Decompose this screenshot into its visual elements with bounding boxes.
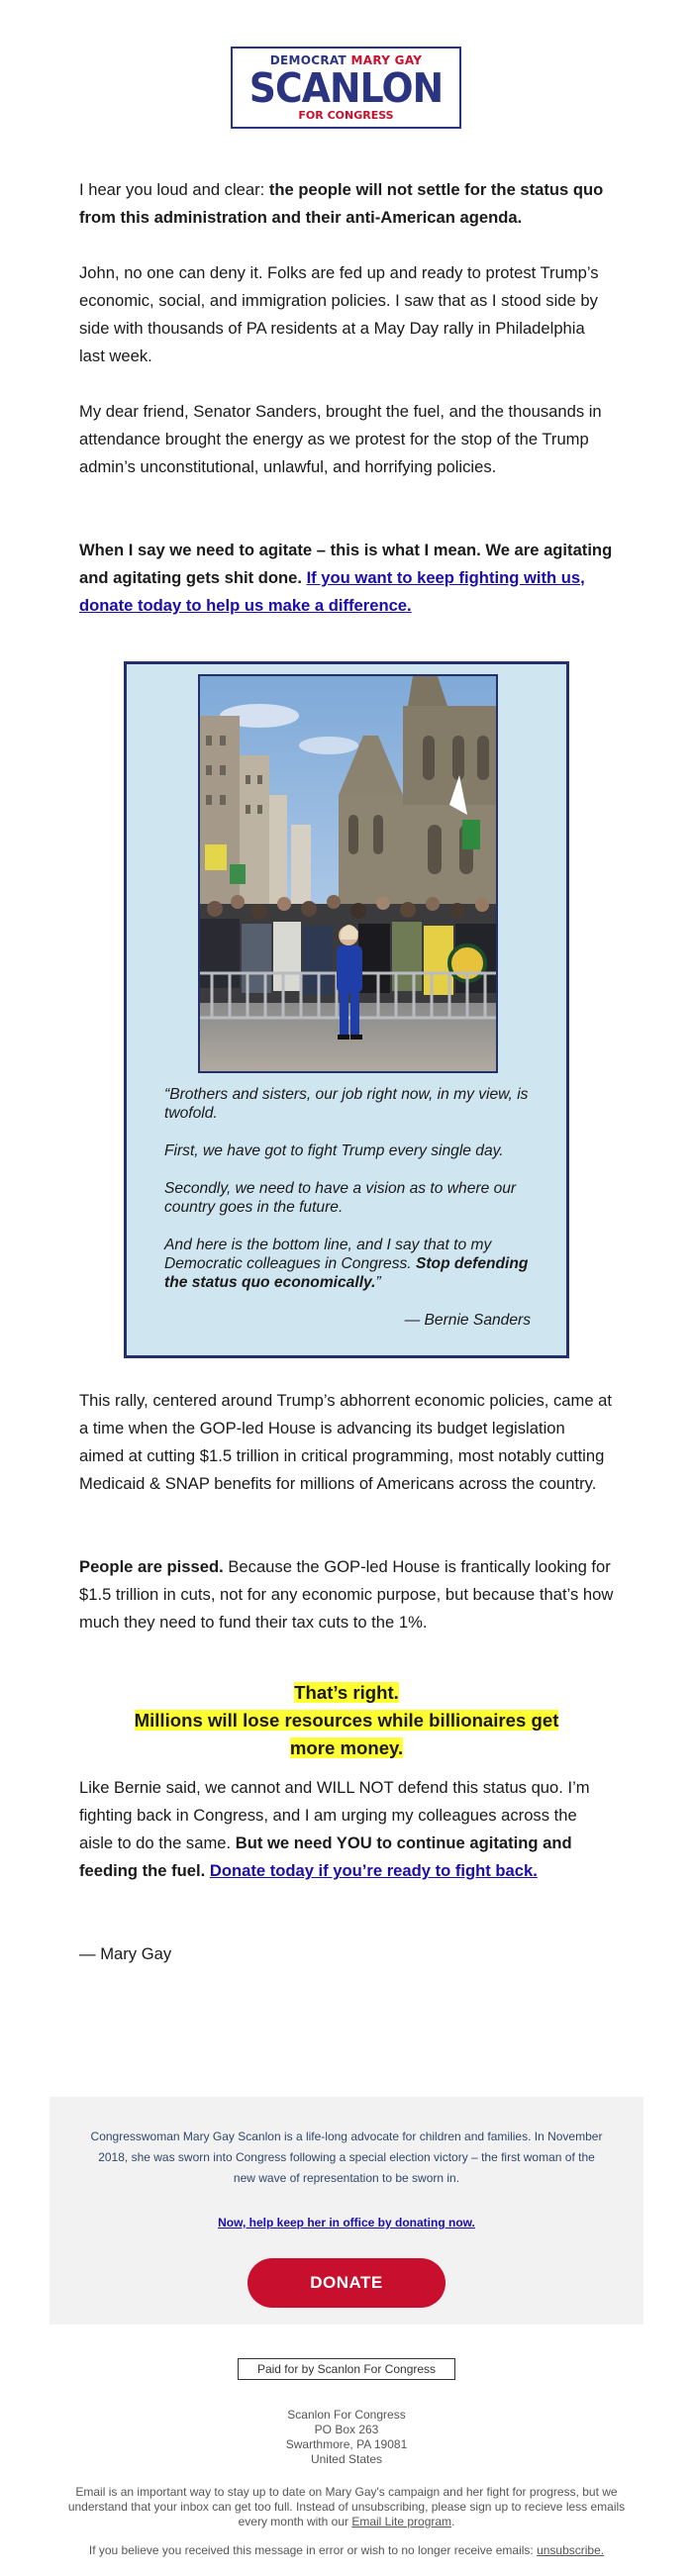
rally-photo-illustration <box>200 676 496 1071</box>
email-lite-period: . <box>451 2515 455 2528</box>
logo-for-congress: FOR CONGRESS <box>298 109 394 122</box>
paragraph-fight <box>79 1774 614 1885</box>
footer-panel <box>50 2097 644 2325</box>
footer-donate-link[interactable]: Now, help keep her in office by donating now. <box>218 2216 475 2229</box>
fight-bold: But we need YOU to continue agitating and feeding the fuel. <box>79 1833 572 1880</box>
paragraph-agitate <box>79 537 614 620</box>
quote-close-mark: ” <box>375 1274 381 1291</box>
quote-line-2: First, we have got to fight Trump every single day. <box>164 1142 504 1159</box>
pissed-text: Because the GOP-led House is frantically looking for $1.5 trillion in cuts, not for any economic purpose, but because that’s how much they need to fund their tax cuts to the 1%. <box>79 1557 614 1632</box>
highlight-line-3: more money. <box>289 1737 404 1758</box>
rally-photo <box>198 674 498 1073</box>
signoff <box>79 1940 614 1968</box>
paid-for-disclaimer: Paid for by Scanlon For Congress <box>238 2358 455 2380</box>
email-lite-link[interactable]: Email Lite program <box>351 2515 452 2528</box>
donate-button[interactable]: DONATE <box>248 2258 446 2308</box>
unsubscribe-notice <box>59 2543 634 2558</box>
logo-last-name: SCANLON <box>248 64 444 112</box>
email-lite-text: Email is an important way to stay up to date on Mary Gay's campaign and her fight for progress, but we understand that your inbox can get too full. Instead of unsubscribing, please sign up to recieve less emails every month with our <box>67 2485 626 2528</box>
quote-attribution: — Bernie Sanders <box>404 1312 531 1329</box>
footer-bio: Congresswoman Mary Gay Scanlon is a life-long advocate for children and families. In November 2018, she was sworn into Congress following a special election victory – the first woman of the new wave of representation to be sworn in. <box>90 2130 603 2185</box>
unsubscribe-text: If you believe you received this message in error or wish to no longer receive emails: <box>88 2543 538 2557</box>
rally-text: This rally, centered around Trump’s abhorrent economic policies, came at a time when the GOP-led House is advancing its budget legislation aimed at cutting $1.5 trillion in critical programming, most notably cutting Medicaid & SNAP benefits for millions of Americans across the country. <box>79 1391 613 1493</box>
quote-box <box>124 661 569 1358</box>
sanders-quote <box>164 1085 531 1330</box>
campaign-logo <box>231 47 461 129</box>
pissed-bold: People are pissed. <box>79 1557 224 1576</box>
address-name: Scanlon For Congress <box>287 2408 406 2422</box>
unsubscribe-link[interactable]: unsubscribe. <box>537 2543 605 2557</box>
quote-line-3: Secondly, we need to have a vision as to where our country goes in the future. <box>164 1180 517 1216</box>
paragraph-pissed <box>79 1553 614 1636</box>
paragraph-sanders <box>79 398 614 481</box>
paragraph-rally <box>79 1387 614 1498</box>
quote-line-4: And here is the bottom line, and I say that to my Democratic colleagues in Congress. <box>164 1237 492 1272</box>
address-country: United States <box>310 2452 383 2466</box>
donate-link-2[interactable]: Donate today if you’re ready to fight back. <box>209 1861 538 1880</box>
address-city: Swarthmore, PA 19081 <box>285 2437 408 2451</box>
logo-first-name: MARY GAY <box>350 53 423 67</box>
highlight-line-1: That’s right. <box>294 1682 399 1703</box>
fight-text: Like Bernie said, we cannot and WILL NOT defend this status quo. I’m fighting back in Congress, and I am urging my colleagues across the aisle to do the same. <box>79 1778 590 1852</box>
paragraph-protest <box>79 259 614 370</box>
highlight-line-2: Millions will lose resources while billionaires get <box>134 1710 559 1731</box>
intro-text: I hear you loud and clear: <box>79 180 269 199</box>
highlight-callout <box>79 1679 614 1762</box>
agitate-bold: When I say we need to agitate – this is what I mean. We are agitating and agitating gets shit done. <box>79 541 613 587</box>
donate-link-1[interactable]: If you want to keep fighting with us, donate today to help us make a difference. <box>79 568 585 615</box>
signoff-text: — Mary Gay <box>79 1944 172 1963</box>
protest-text: John, no one can deny it. Folks are fed up and ready to protest Trump’s economic, social, and immigration policies. I saw that as I stood side by side with thousands of PA residents at a May Day rally in Philadelphia last week. <box>79 263 599 365</box>
email-lite-notice <box>59 2485 634 2529</box>
sanders-text: My dear friend, Senator Sanders, brought the fuel, and the thousands in attendance brought the energy as we protest for the stop of the Trump admin’s unconstitutional, unlawful, and horrifying policies. <box>79 402 602 476</box>
footer-cta <box>50 2216 644 2229</box>
logo-party: DEMOCRAT <box>269 53 347 67</box>
mailing-address <box>0 2408 693 2467</box>
intro-bold: the people will not settle for the status quo from this administration and their anti-American agenda. <box>79 180 604 227</box>
quote-bold: Stop defending the status quo economically. <box>164 1255 529 1291</box>
address-po-box: PO Box 263 <box>314 2423 379 2436</box>
paragraph-intro <box>79 176 614 232</box>
quote-line-1: “Brothers and sisters, our job right now, in my view, is twofold. <box>164 1086 529 1122</box>
